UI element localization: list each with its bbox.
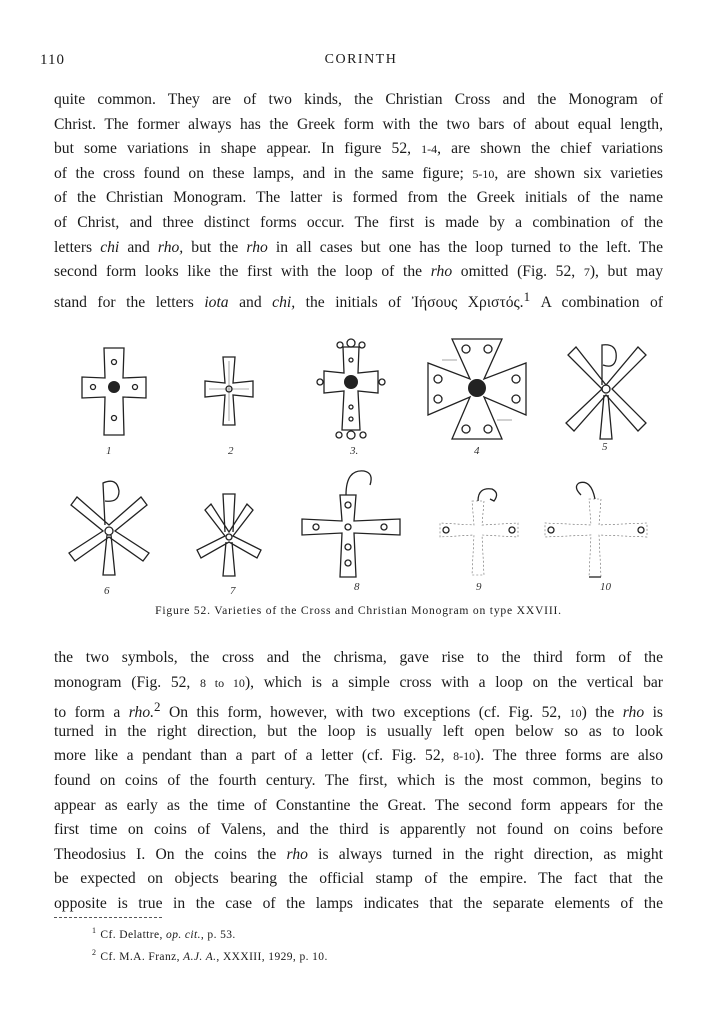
text-line: [54, 186, 663, 211]
text-run: first time on coins of Valens, and the third is apparently not found on coins before: [54, 821, 663, 839]
text-run: rho,: [157, 238, 184, 256]
text-line: [54, 769, 663, 794]
text-run: monogram (Fig. 52,: [54, 673, 201, 691]
text-run: appear as early as the time of Constantine the Great. The second form appears for the: [54, 796, 663, 814]
figure-52-label-8: 8: [354, 581, 360, 593]
figure-52-item-4: [422, 335, 532, 443]
text-run: more like a pendant than a part of a letter (cf. Fig. 52,: [54, 747, 454, 765]
text-run: and: [228, 293, 273, 311]
figure-caption: Figure 52. Varieties of the Cross and Christian Monogram on type XXVIII.: [155, 604, 562, 617]
text-run: ), but may: [589, 263, 663, 281]
text-run: 5-10: [472, 166, 495, 181]
text-run: opposite is true in the case of the lamps indicates that the separate elements of the: [54, 894, 663, 912]
footnote-2: [92, 948, 328, 963]
footnote-mark: 1: [92, 926, 97, 935]
text-line: [54, 892, 663, 917]
text-run: ). The three forms are also: [475, 747, 663, 765]
text-line: [54, 843, 663, 868]
text-run: 8 to 10: [200, 675, 245, 690]
figure-52-item-10: [539, 473, 654, 583]
text-line: [54, 285, 663, 310]
body-paragraph-1: [54, 88, 663, 309]
text-line: [54, 818, 663, 843]
page-number: 110: [40, 52, 65, 68]
text-line: [54, 794, 663, 819]
text-run: Christ. The former always has the Greek form with the two bars of about equal length,: [54, 115, 663, 133]
text-run: chi: [100, 238, 120, 256]
text-run: but some variations in shape appear. In figure 52,: [54, 140, 422, 158]
text-run: , XXXIII, 1929, p. 10.: [216, 950, 328, 963]
text-run: A combination of: [530, 293, 663, 311]
text-run: rho: [430, 263, 453, 281]
text-run: rho: [286, 845, 308, 863]
text-run: A.J. A.: [183, 950, 217, 963]
figure-52-label-4: 4: [474, 445, 480, 457]
text-run: 1-4: [421, 142, 438, 157]
text-line: [54, 720, 663, 745]
text-run: On this form, however, with two exceptions (cf. Fig. 52,: [160, 704, 570, 722]
text-line: [54, 867, 663, 892]
text-line: [54, 162, 663, 187]
running-title: CORINTH: [324, 52, 398, 67]
text-run: second form looks like the first with the loop of the: [54, 263, 431, 281]
figure-52-item-1: [74, 340, 154, 450]
text-run: , are shown the chief variations: [437, 140, 664, 158]
text-run: 10: [569, 706, 582, 721]
text-run: the two symbols, the cross and the chrisma, gave rise to the third form of the: [54, 649, 663, 666]
text-line: [54, 744, 663, 769]
text-run: in all cases but one has the loop turned to the left. The: [267, 238, 664, 256]
figure-52-label-3: 3.: [350, 445, 359, 457]
text-run: and: [119, 238, 158, 256]
text-run: the initials of Ἰήσους Χριστός.: [295, 293, 524, 311]
text-run: letters: [54, 238, 101, 256]
figure-52-label-7: 7: [230, 585, 236, 597]
text-run: but the: [183, 238, 247, 256]
text-run: is always turned in the right direction, as might: [307, 845, 663, 863]
footnote-ref: 2: [154, 699, 161, 715]
figure-52: [54, 335, 663, 597]
text-line: [54, 646, 663, 671]
text-run: ) the: [581, 704, 623, 722]
text-line: [54, 88, 663, 113]
footnote-mark: 2: [92, 948, 97, 957]
text-run: , are shown six varieties: [494, 164, 663, 182]
text-run: of Christ, and three distinct forms occur. The first is made by a combination of the: [54, 213, 663, 231]
figure-52-item-6: [59, 475, 159, 580]
text-run: is: [644, 704, 663, 722]
footnote-ref: 1: [523, 288, 531, 304]
text-run: stand for the letters: [54, 293, 205, 311]
figure-52-label-1: 1: [106, 445, 112, 457]
footnote-rule: [54, 917, 162, 918]
text-run: chi,: [272, 293, 296, 311]
text-run: found on coins of the fourth century. The first, which is the most common, begins to: [54, 771, 663, 789]
figure-52-item-5: [556, 335, 656, 445]
text-line: [54, 113, 663, 138]
figure-52-label-2: 2: [228, 445, 234, 457]
figure-52-label-5: 5: [602, 441, 608, 453]
figure-52-item-2: [199, 353, 259, 433]
text-line: [54, 695, 663, 720]
text-run: rho.: [128, 704, 155, 722]
text-line: [54, 211, 663, 236]
figure-52-item-3: [316, 335, 386, 450]
text-run: of the Christian Monogram. The latter is formed from the Greek initials of the name: [54, 189, 663, 207]
text-run: op. cit.: [166, 928, 201, 941]
text-run: ), which is a simple cross with a loop on the vertical bar: [244, 673, 663, 691]
text-line: [54, 236, 663, 261]
figure-52-item-7: [189, 490, 269, 580]
text-run: quite common. They are of two kinds, the Christian Cross and the Monogram of: [54, 91, 663, 108]
text-run: rho: [246, 238, 268, 256]
text-run: 7: [583, 265, 590, 280]
text-run: rho: [622, 704, 645, 722]
text-line: [54, 671, 663, 696]
text-run: , p. 53.: [200, 928, 236, 941]
figure-52-label-6: 6: [104, 585, 110, 597]
figure-52-label-9: 9: [476, 581, 482, 593]
figure-52-item-9: [434, 485, 524, 580]
footnote-1: [92, 926, 236, 941]
text-run: 8-10: [453, 749, 476, 764]
body-paragraph-2: [54, 646, 663, 917]
text-run: iota: [204, 293, 229, 311]
text-run: turned in the right direction, but the loop is usually left open below so as to look: [54, 722, 663, 740]
text-line: [54, 260, 663, 285]
text-line: [54, 137, 663, 162]
text-run: Cf. Delattre,: [100, 928, 167, 941]
text-run: be expected on objects bearing the official stamp of the empire. The fact that the: [54, 870, 663, 888]
text-run: of the cross found on these lamps, and in the same figure;: [54, 164, 473, 182]
text-run: Theodosius I. On the coins the: [54, 845, 287, 863]
page-header: [40, 52, 682, 76]
text-run: to form a: [54, 704, 129, 722]
figure-52-item-8: [296, 465, 406, 585]
figure-52-label-10: 10: [600, 581, 611, 593]
text-run: omitted (Fig. 52,: [452, 263, 584, 281]
text-run: Cf. M.A. Franz,: [100, 950, 184, 963]
